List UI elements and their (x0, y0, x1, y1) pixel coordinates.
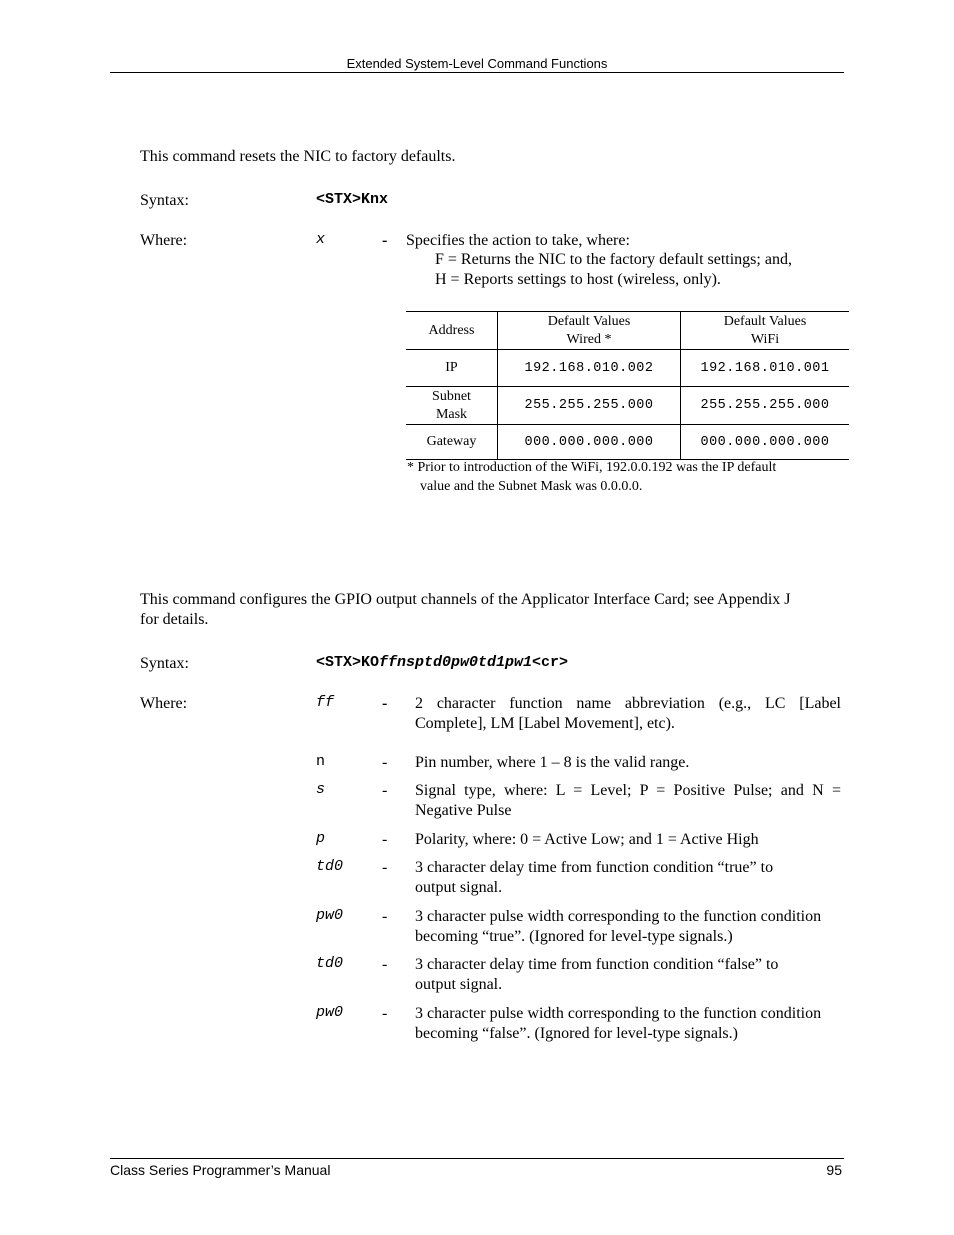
table-footnote-line1: * Prior to introduction of the WiFi, 192.0.0.192 was the IP default (407, 460, 777, 475)
syntax-params: ffnsptd0pw0td1pw1 (379, 654, 533, 671)
table-row (406, 425, 849, 460)
section1-intro: This command resets the NIC to factory defaults. (140, 148, 456, 165)
section2-intro-line2: for details. (140, 611, 209, 628)
row-label-subnet (406, 387, 498, 425)
section2-syntax-value (316, 654, 568, 671)
footer-rule (110, 1158, 844, 1159)
param-name-n: n (316, 753, 326, 770)
cell-subnet-wifi: 255.255.255.000 (681, 387, 850, 425)
param-desc-p: Polarity, where: 0 = Active Low; and 1 = Active High (415, 831, 759, 848)
header-address-text: Address (428, 322, 475, 338)
param-desc-n: Pin number, where 1 – 8 is the valid range. (415, 754, 690, 771)
section1-desc: Specifies the action to take, where: (406, 232, 630, 249)
section1-syntax-label: Syntax: (140, 192, 189, 209)
header-wifi-line2: WiFi (750, 331, 780, 347)
section1-dash: - (382, 232, 388, 249)
running-header: Extended System-Level Command Functions (346, 56, 608, 71)
nic-defaults-table (406, 311, 849, 460)
param-dash: - (382, 831, 388, 848)
header-address (406, 312, 498, 350)
row-label-gateway: Gateway (406, 425, 498, 460)
param-name-ff: ff (316, 694, 335, 711)
param-name-pw0-false: pw0 (316, 1004, 344, 1021)
cell-ip-wifi: 192.168.010.001 (681, 350, 850, 387)
row-label-ip: IP (406, 350, 498, 387)
table-footnote-line2: value and the Subnet Mask was 0.0.0.0. (420, 479, 643, 494)
param-desc-td0-false: 3 character delay time from function condition “false” to output signal. (415, 956, 779, 993)
section2-syntax-label: Syntax: (140, 655, 189, 672)
param-name-td0-true: td0 (316, 858, 344, 875)
table-row (406, 350, 849, 387)
section1-option-h: H = Reports settings to host (wireless, only). (435, 271, 721, 288)
param-dash: - (382, 695, 388, 712)
param-desc-pw0-false: 3 character pulse width corresponding to the function condition becoming “false”. (Ignored for level-type signals.) (415, 1005, 822, 1042)
section1-syntax-value: <STX>Knx (316, 191, 389, 208)
syntax-prefix: <STX>KO (316, 654, 380, 671)
header-rule (110, 72, 844, 73)
section2-intro-line1: This command configures the GPIO output channels of the Applicator Interface Card; see Appendix J (140, 591, 791, 608)
section2-where-label: Where: (140, 695, 188, 712)
syntax-suffix: <cr> (532, 654, 569, 671)
cell-ip-wired: 192.168.010.002 (498, 350, 681, 387)
section1-option-f: F = Returns the NIC to the factory default settings; and, (435, 251, 792, 268)
row-label-subnet-line2: Mask (435, 406, 468, 422)
header-wired (498, 312, 681, 350)
header-wired-line1: Default Values (547, 313, 631, 329)
row-label-subnet-line1: Subnet (432, 388, 471, 404)
param-dash: - (382, 782, 388, 799)
param-name-pw0-true: pw0 (316, 907, 344, 924)
section1-param-x: x (316, 231, 326, 248)
table-header-row (406, 312, 849, 350)
param-dash: - (382, 754, 388, 771)
param-desc-pw0-true: 3 character pulse width corresponding to the function condition becoming “true”. (Ignored for level-type signals.) (415, 908, 822, 945)
header-wifi-line1: Default Values (723, 313, 807, 329)
footer-manual-title: Class Series Programmer’s Manual (110, 1162, 331, 1178)
header-wifi (681, 312, 850, 350)
param-name-td0-false: td0 (316, 955, 344, 972)
param-desc-s: Signal type, where: L = Level; P = Positive Pulse; and N = Negative Pulse (415, 782, 841, 819)
param-dash: - (382, 859, 388, 876)
param-dash: - (382, 1005, 388, 1022)
cell-gateway-wired: 000.000.000.000 (498, 425, 681, 460)
cell-subnet-wired: 255.255.255.000 (498, 387, 681, 425)
param-desc-td0-true: 3 character delay time from function condition “true” to output signal. (415, 859, 774, 896)
param-name-p: p (316, 830, 326, 847)
param-dash: - (382, 908, 388, 925)
table-row (406, 387, 849, 425)
param-desc-ff: 2 character function name abbreviation (e.g., LC [Label Complete], LM [Label Movement], etc). (415, 695, 841, 732)
header-wired-line2: Wired * (566, 331, 612, 347)
param-dash: - (382, 956, 388, 973)
section1-where-label: Where: (140, 232, 188, 249)
param-name-s: s (316, 781, 326, 798)
cell-gateway-wifi: 000.000.000.000 (681, 425, 850, 460)
footer-page-number: 95 (826, 1162, 842, 1178)
